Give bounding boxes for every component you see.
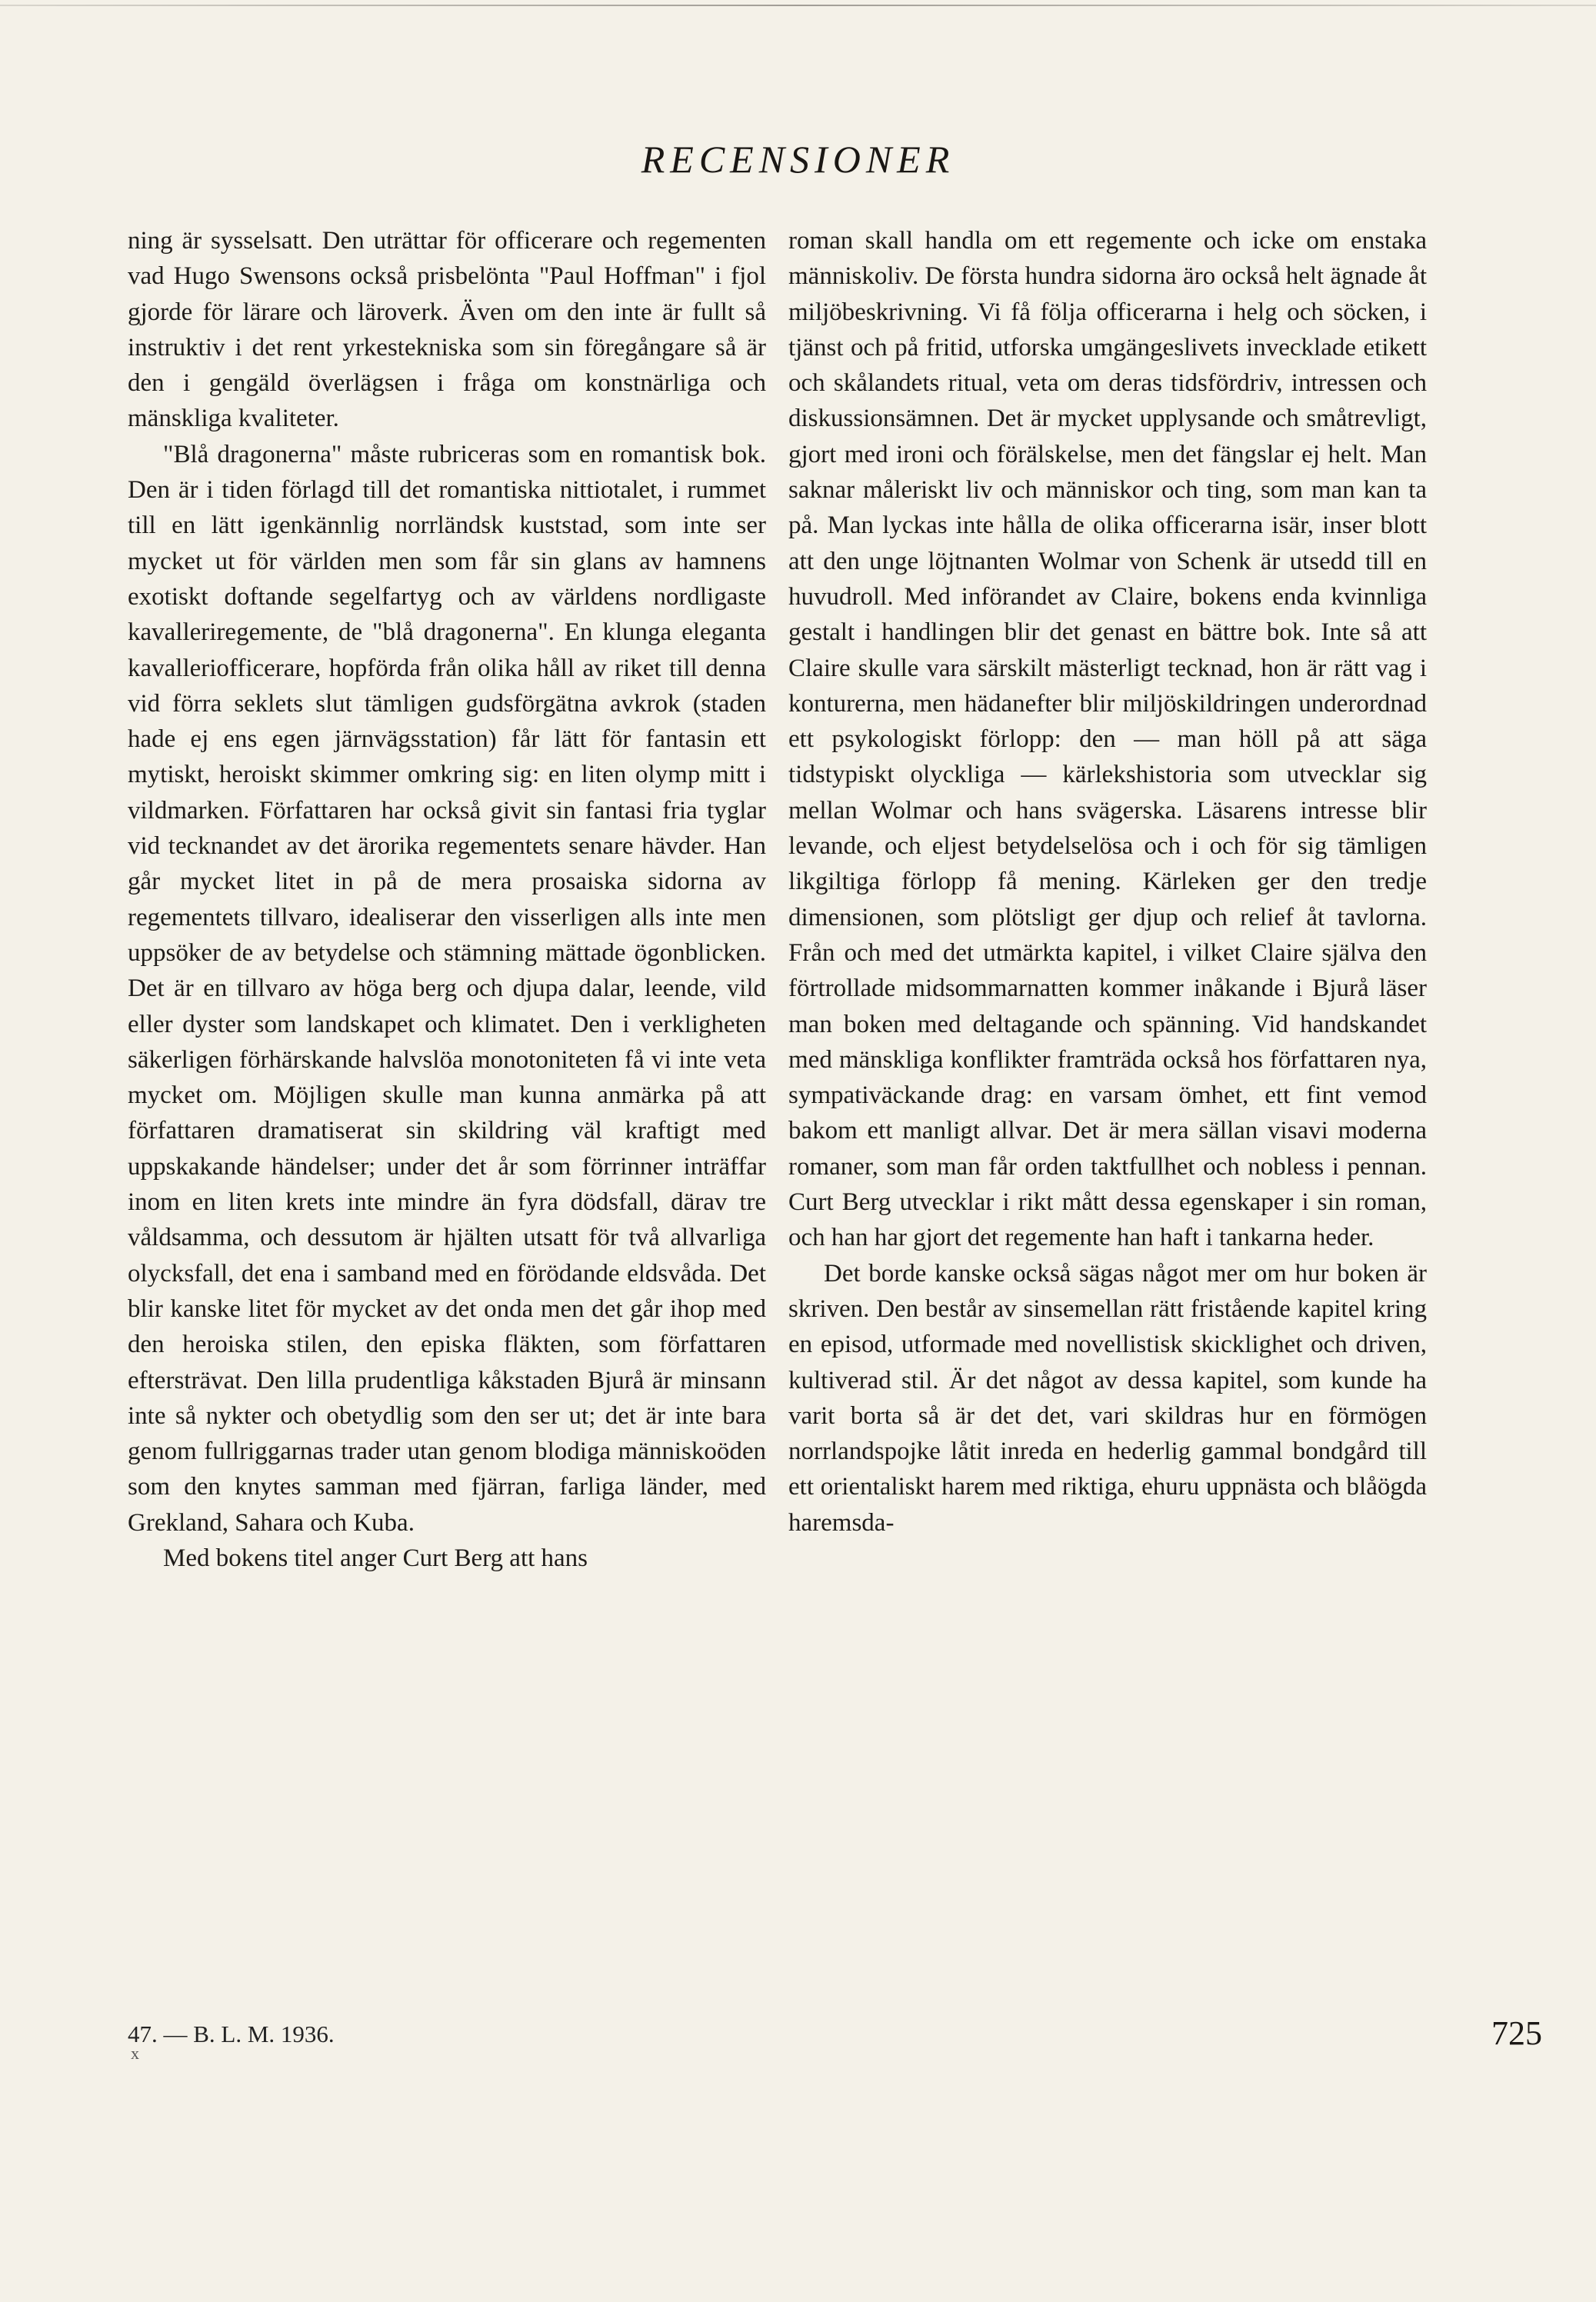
- top-rule: [0, 5, 1596, 6]
- paragraph: "Blå dragonerna" måste rubriceras som en romantisk bok. Den är i tiden förlagd till det romantiska nittiotalet, i rummet till en lätt igenkännlig norrländsk kuststad, som inte ser mycket ut för världen men som får sin glans av hamnens exotiskt doftande segelfartyg och av världens nordligaste kavalleriregemente, de "blå dragonerna". En klunga eleganta kavalleriofficerare, hopförda från olika håll av riket till denna vid förra seklets slut tämligen gudsförgätna avkrok (staden hade ej ens egen järnvägsstation) får lätt för fantasin ett mytiskt, heroiskt skimmer omkring sig: en liten olymp mitt i vildmarken. Författaren har också givit sin fantasi fria tyglar vid tecknandet av det ärorika regementets senare hävder. Han går mycket litet in på de mera prosaiska sidorna av regementets tillvaro, idealiserar den visserligen alls inte men uppsöker de av betydelse och stämning mättade ögonblicken. Det är en tillvaro av höga berg och djupa dalar, leende, vild eller dyster som landskapet och klimatet. Den i verkligheten säkerligen förhärskande halvslöa monotoniteten få vi inte veta mycket om. Möjligen skulle man kunna anmärka på att författaren dramatiserat sin skildring väl kraftigt med uppskakande händelser; under det år som förrinner inträffar inom en liten krets inte mindre än fyra dödsfall, därav tre våldsamma, och dessutom är hjälten utsatt för två allvarliga olycksfall, det ena i samband med en förödande eldsvåda. Det blir kanske litet för mycket av det onda men det går ihop med den heroiska stilen, den episka fläkten, som författaren eftersträvat. Den lilla prudentliga kåkstaden Bjurå är minsann inte så nykter och obetydlig som den ser ut; det är inte bara genom fullriggarnas trader utan genom blodiga människoöden som den knytes samman med fjärran, farliga länder, med Grekland, Sahara och Kuba.: [128, 440, 766, 1537]
- signature-text: 47. — B. L. M. 1936.: [128, 2020, 335, 2047]
- paragraph: Med bokens titel anger Curt Berg att hans: [163, 1544, 588, 1572]
- printer-signature: [128, 2020, 335, 2064]
- right-column: [788, 223, 1427, 1541]
- page-number: 725: [1491, 2014, 1542, 2052]
- signature-mark: x: [131, 2044, 139, 2063]
- paragraph: Det borde kanske också sägas något mer om hur boken är skriven. Den består av sinsemellan rätt fristående kapitel kring en episod, utformade med novellistisk skicklighet och driven, kultiverad stil. Är det något av dessa kapitel, som kunde ha varit borta så är det det, vari skildras hur en förmögen norrlandspojke låtit inreda en hederlig gammal bondgård till ett orientaliskt harem med riktiga, ehuru uppnästa och blåögda haremsda-: [788, 1259, 1427, 1537]
- paragraph: roman skall handla om ett regemente och icke om enstaka människoliv. De första hundra sidorna äro också helt ägnade åt miljöbeskrivning. Vi få följa officerarna i helg och söcken, i tjänst och på fritid, utforska umgängeslivets invecklade etikett och skålandets ritual, veta om deras tidsfördriv, intressen och diskussionsämnen. Det är mycket upplysande och småtrevligt, gjort med ironi och förälskelse, men det fängslar ej helt. Man saknar måleriskt liv och människor och ting, som man kan ta på. Man lyckas inte hålla de olika officerarna isär, inser blott att den unge löjtnanten Wolmar von Schenk är utsedd till en huvudroll. Med införandet av Claire, bokens enda kvinnliga gestalt i handlingen blir det genast en bättre bok. Inte så att Claire skulle vara särskilt mästerligt tecknad, hon är rätt vag i konturerna, men hädanefter blir miljöskildringen underordnad ett psykologiskt förlopp: den — man höll på att säga tidstypiskt olyckliga — kärlekshistoria som utvecklar sig mellan Wolmar och hans svägerska. Läsarens intresse blir levande, och eljest betydelselösa och i och för sig tämligen likgiltiga förlopp få mening. Kärleken ger den tredje dimensionen, som plötsligt ger djup och relief åt tavlorna. Från och med det utmärkta kapitel, i vilket Claire själva den förtrollade midsommarnatten kommer inåkande i Bjurå läser man boken med deltagande och spänning. Vid handskandet med mänskliga konflikter framträda också hos författaren nya, sympativäckande drag: en varsam ömhet, ett fint vemod bakom ett manligt allvar. Det är mera sällan visavi moderna romaner, som man får orden taktfullhet och nobless i pennan. Curt Berg utvecklar i rikt mått dessa egenskaper i sin roman, och han har gjort det regemente han haft i tankarna heder.: [788, 227, 1427, 1252]
- left-column: [128, 223, 766, 1576]
- running-head: RECENSIONER: [641, 138, 955, 181]
- paragraph: ning är sysselsatt. Den uträttar för officerare och regementen vad Hugo Swensons också prisbelönta "Paul Hoffman" i fjol gjorde för lärare och läroverk. Även om den inte är fullt så instruktiv i det rent yrkestekniska som sin föregångare så är den i gengäld överlägsen i fråga om konstnärliga och mänskliga kvaliteter.: [128, 227, 766, 433]
